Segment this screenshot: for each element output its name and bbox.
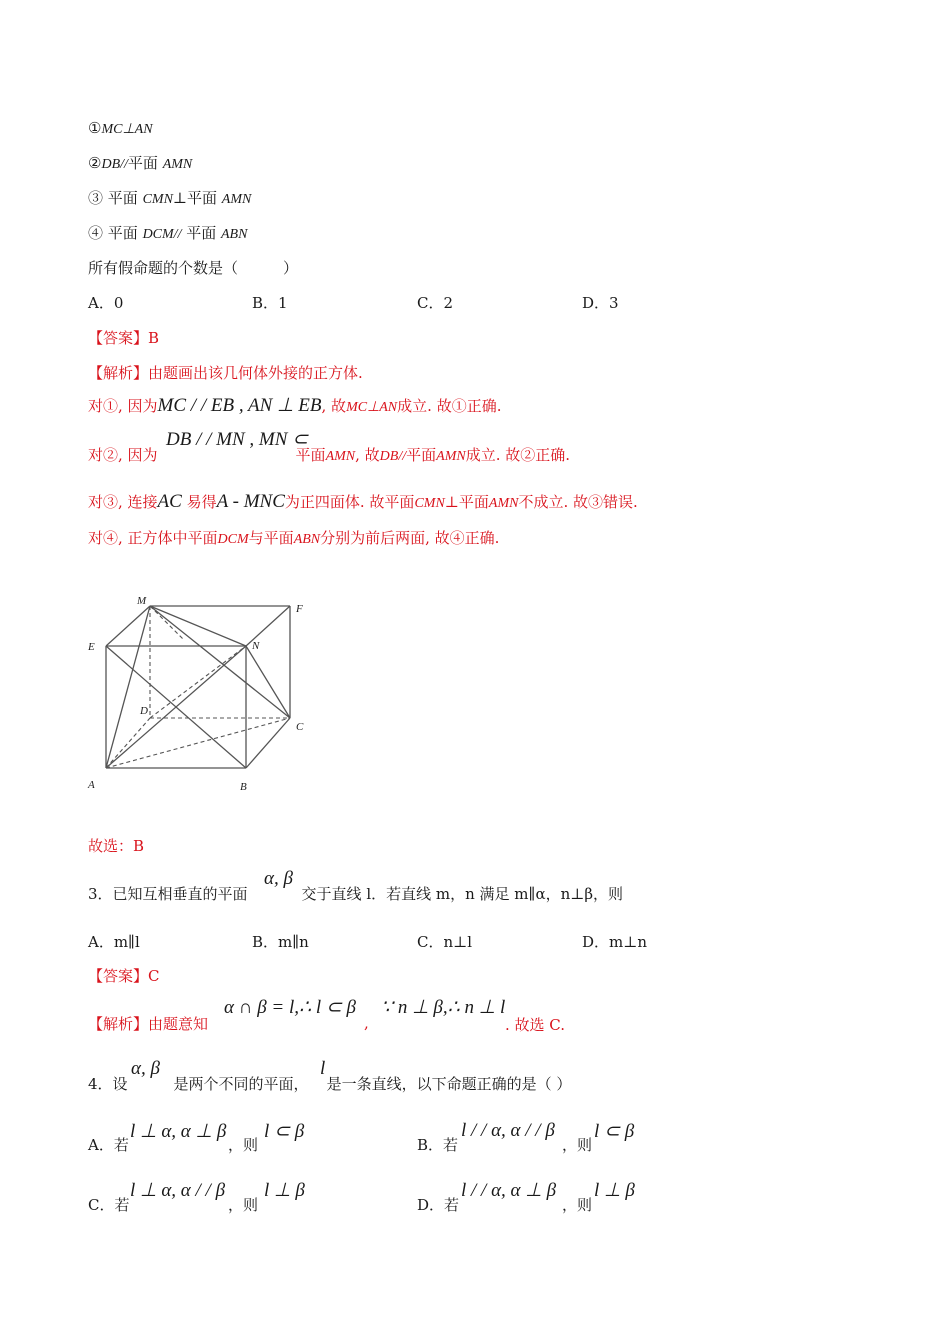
option-a-then: ，则: [228, 1136, 259, 1154]
hidden-segment-DN: [150, 646, 246, 718]
option-b: B．1: [252, 294, 288, 312]
analysis-text: 对①, 因为: [88, 397, 158, 415]
analysis-text: ⊥平面: [444, 493, 489, 511]
math-expression: l: [320, 1058, 326, 1079]
option-a-conclusion: l ⊂ β: [264, 1121, 305, 1142]
segment-MC: [150, 606, 290, 718]
option-d-then: ，则: [562, 1196, 593, 1214]
option-d-conclusion: l ⊥ β: [594, 1180, 635, 1201]
option-b-conclusion: l ⊂ β: [594, 1121, 635, 1142]
analysis-text: 由题意知: [148, 1015, 209, 1033]
segment-NC: [246, 646, 290, 718]
math-inline: DB//: [379, 449, 407, 464]
comma: ,: [364, 1014, 369, 1032]
analysis-step-1: [88, 396, 501, 418]
question-text: 4．设: [88, 1075, 128, 1093]
analysis-text: 平面: [406, 446, 437, 464]
question-text: 是一条直线，以下命题正确的是（ ）: [326, 1075, 572, 1093]
math-inline: CMN: [414, 496, 445, 511]
statement-3: [88, 188, 251, 210]
hidden-segment-aux: [150, 606, 184, 640]
label-M: M: [137, 595, 147, 607]
option-b: B．m∥n: [252, 933, 309, 951]
question-4: [88, 1074, 571, 1094]
label-C: C: [296, 721, 304, 733]
answer-line: [88, 966, 160, 986]
question-text: 所有假命题的个数是（ ）: [88, 259, 299, 277]
math-inline: ABN: [293, 532, 321, 547]
option-d: D．3: [582, 294, 619, 312]
math-expression: α, β: [264, 868, 293, 889]
analysis-step-2: [88, 445, 570, 467]
question-3: [88, 884, 623, 904]
statement-number: ④: [88, 224, 104, 242]
label-E: E: [88, 641, 95, 653]
edge-BC: [246, 718, 290, 768]
analysis-text: 平面: [295, 446, 326, 464]
label-B: B: [240, 781, 247, 793]
analysis-text: 为正四面体. 故平面: [284, 493, 415, 511]
option-c-label: C．若: [88, 1196, 130, 1214]
label-F: F: [296, 603, 303, 615]
analysis-text: 对③, 连接: [88, 493, 158, 511]
math-expression: α, β: [131, 1058, 160, 1079]
math-inline: DCM: [217, 532, 249, 547]
option-d: D．m⊥n: [582, 933, 648, 951]
statement-math: DCM//: [142, 227, 182, 242]
question-text: 3．已知互相垂直的平面: [88, 885, 248, 903]
analysis-text: 易得: [186, 493, 217, 511]
math-expression: α ∩ β = l,∴ l ⊂ β: [224, 997, 357, 1018]
answer-line: [88, 328, 159, 348]
analysis-text: 对②, 因为: [88, 446, 158, 464]
option-d-label: D．若: [417, 1196, 460, 1214]
statement-math: AMN: [221, 192, 252, 207]
statement-number: ①: [88, 119, 102, 137]
option-b-then: ，则: [562, 1136, 593, 1154]
option-c-then: ，则: [228, 1196, 259, 1214]
label-D: D: [140, 705, 148, 717]
analysis-tag: 【解析】: [88, 364, 149, 382]
option-c: C．n⊥l: [417, 933, 473, 951]
analysis-step-3: [88, 492, 638, 514]
answer-value: C: [148, 967, 160, 985]
cube-figure: [82, 590, 322, 800]
question-text: 交于直线 l．若直线 m，n 满足 m∥α，n⊥β，则: [301, 885, 624, 903]
answer-tag: 【答案】: [88, 329, 149, 347]
statement-number: ③: [88, 189, 104, 207]
option-b-label: B．若: [417, 1136, 459, 1154]
answer-value: B: [148, 329, 160, 347]
statement-math: ABN: [221, 227, 248, 242]
question-text: 是两个不同的平面，: [173, 1075, 309, 1093]
segment-MN: [150, 606, 246, 646]
statement-text: 平面: [103, 189, 143, 207]
conclusion: 故选：B: [88, 837, 145, 855]
analysis-text: 分别为前后两面, 故④正确.: [320, 529, 500, 547]
math-inline: AMN: [436, 449, 466, 464]
segment-AM: [106, 606, 150, 768]
statement-1: [88, 118, 153, 140]
math-inline: AMN: [488, 496, 519, 511]
analysis-text: , 故: [355, 446, 380, 464]
statement-4: [88, 223, 247, 245]
option-c-conclusion: l ⊥ β: [264, 1180, 305, 1201]
option-a-condition: l ⊥ α, α ⊥ β: [130, 1121, 227, 1142]
option-a: A．0: [88, 294, 124, 312]
math-inline: AMN: [325, 449, 356, 464]
label-A: A: [88, 779, 95, 791]
analysis-line: [88, 363, 363, 383]
statement-text: ⊥平面: [172, 189, 222, 207]
statement-math: CMN: [142, 192, 173, 207]
label-N: N: [252, 640, 260, 652]
statement-math: DB//: [101, 157, 128, 172]
statement-text: 平面: [103, 224, 143, 242]
math-expression: AC: [157, 491, 182, 512]
analysis-text: . 故选 C.: [505, 1016, 566, 1034]
analysis-text: 不成立. 故③错误.: [518, 493, 638, 511]
statement-math: MC⊥AN: [101, 122, 153, 137]
statement-text: 平面: [181, 224, 221, 242]
math-expression: ∵ n ⊥ β,∴ n ⊥ l: [381, 997, 506, 1018]
statement-math: AMN: [162, 157, 193, 172]
analysis-text: 与平面: [248, 529, 294, 547]
analysis-text: , 故: [321, 397, 347, 415]
analysis-text: 成立. 故①正确.: [397, 397, 502, 415]
analysis-text: 由题画出该几何体外接的正方体.: [148, 364, 363, 382]
statement-number: ②: [88, 154, 102, 172]
analysis-tag: 【解析】: [88, 1015, 149, 1033]
math-expression: MC / / EB , AN ⊥ EB: [157, 395, 322, 416]
analysis-line: [88, 1014, 208, 1034]
math-expression: DB / / MN , MN ⊂: [166, 429, 309, 450]
option-b-condition: l / / α, α / / β: [461, 1120, 555, 1141]
option-c: C．2: [417, 294, 454, 312]
analysis-text: 对④, 正方体中平面: [88, 529, 218, 547]
edge-EM: [106, 606, 150, 646]
statement-2: [88, 153, 192, 175]
analysis-text: 成立. 故②正确.: [465, 446, 571, 464]
analysis-step-4: [88, 528, 499, 550]
statement-text: 平面: [127, 154, 163, 172]
option-a-label: A．若: [88, 1136, 129, 1154]
answer-tag: 【答案】: [88, 967, 149, 985]
math-inline: MC⊥AN: [346, 400, 398, 415]
option-a: A．m∥l: [88, 933, 140, 951]
option-d-condition: l / / α, α ⊥ β: [461, 1180, 557, 1201]
math-expression: A - MNC: [216, 491, 285, 512]
option-c-condition: l ⊥ α, α / / β: [130, 1180, 226, 1201]
